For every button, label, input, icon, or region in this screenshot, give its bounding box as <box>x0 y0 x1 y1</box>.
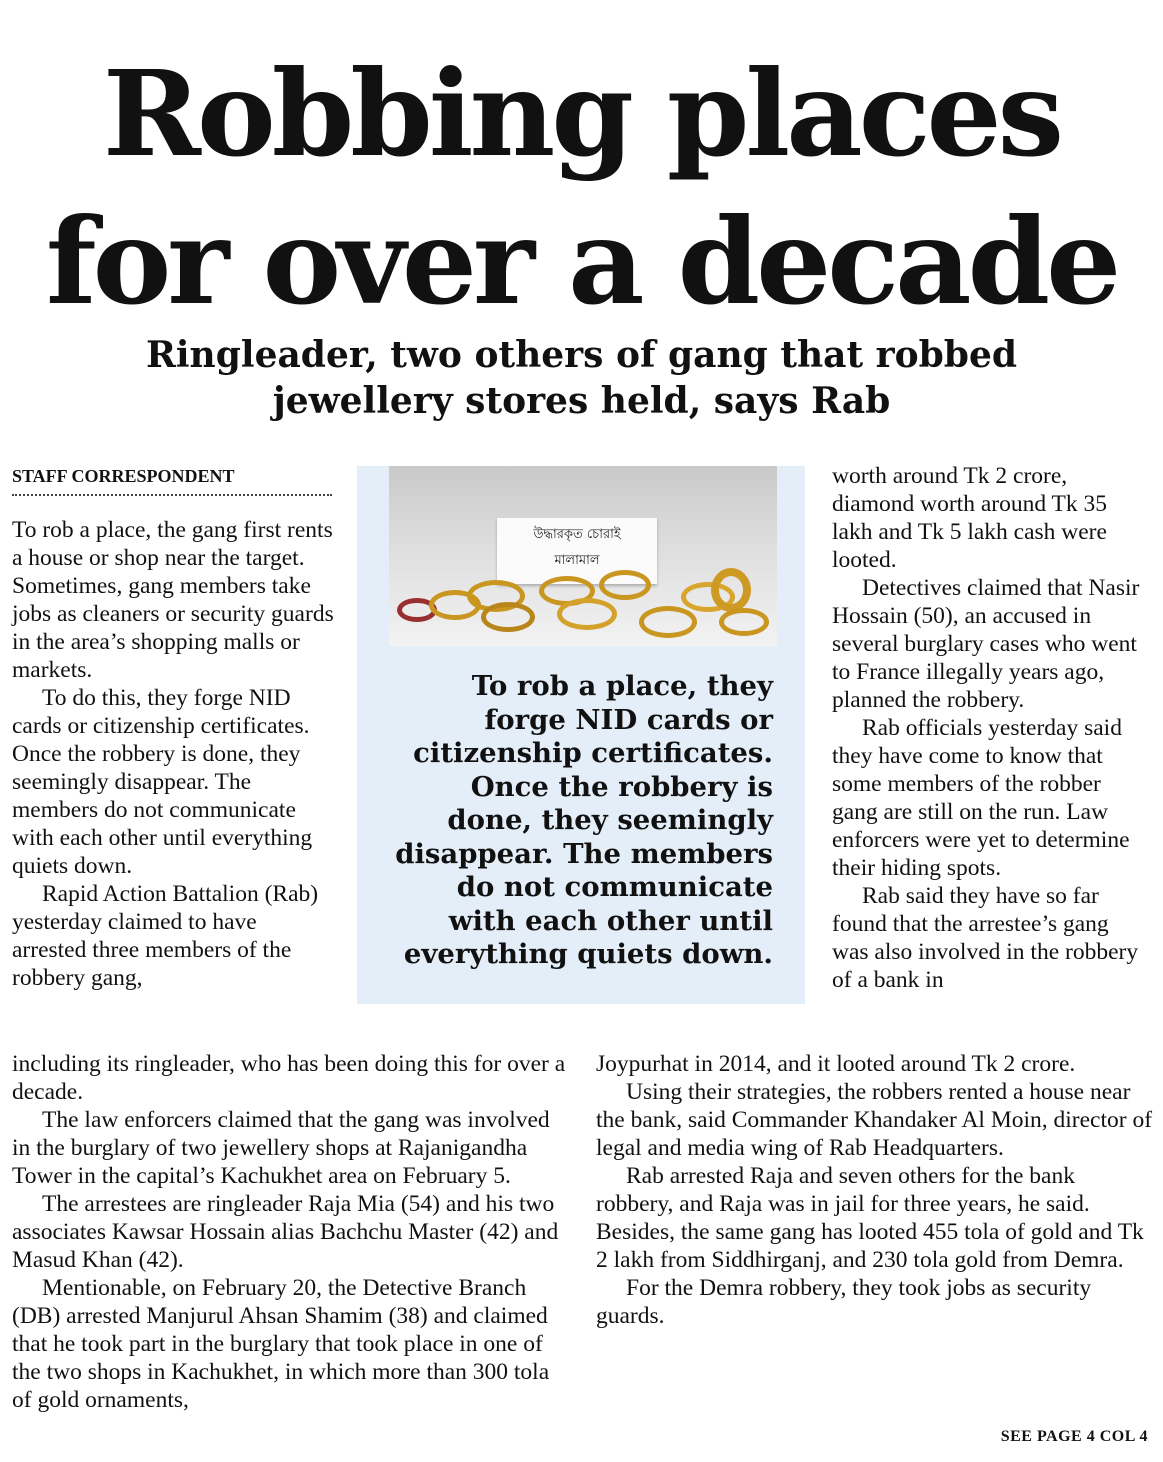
subheadline-line-2: jewellery stores held, says Rab <box>272 380 891 422</box>
paragraph: Using their strategies, the robbers rented a house near the bank, said Commander Khandaker Al Moin, director of legal and media wing of Rab Headquarters. <box>596 1079 1153 1161</box>
photo-sign-line-2: মালামাল <box>554 553 600 568</box>
right-column <box>832 462 1150 994</box>
paragraph: Rab officials yesterday said they have come to know that some members of the robber gang are still on the run. Law enforcers were yet to determine their hiding spots. <box>832 715 1130 881</box>
paragraph: Rapid Action Battalion (Rab) yesterday claimed to have arrested three members of the robbery gang, <box>12 881 319 991</box>
paragraph: To do this, they forge NID cards or citizenship certificates. Once the robbery is done, they seemingly disappear. The members do not communicate with each other until everything quiets down. <box>12 685 313 879</box>
pull-quote: To rob a place, they forge NID cards or citizenship certificates. Once the robbery is done, they seemingly disappear. The members do not communicate with each other until everything quiets down. <box>395 670 773 970</box>
bottom-left-column <box>12 1050 572 1414</box>
paragraph: including its ringleader, who has been doing this for over a decade. <box>12 1051 566 1105</box>
paragraph: Rab arrested Raja and seven others for the bank robbery, and Raja was in jail for three years, he said. Besides, the same gang has looted 455 tola of gold and Tk 2 lakh from Siddhirganj, and 230 tola gold from Demra. <box>596 1163 1144 1273</box>
bangle-icon <box>557 598 617 630</box>
paragraph: Mentionable, on February 20, the Detective Branch (DB) arrested Manjurul Ahsan Shamim (38) and claimed that he took part in the burglary that took place in one of the two shops in Kachukhet, in which more than 300 tola of gold ornaments, <box>12 1275 550 1413</box>
paragraph: To rob a place, the gang first rents a house or shop near the target. Sometimes, gang members take jobs as cleaners or security guards in the area’s shopping malls or markets. <box>12 517 334 683</box>
photo-sign-line-1: উদ্ধারকৃত চোরাই <box>533 527 621 542</box>
headline-line-2: for over a decade <box>45 192 1118 331</box>
pull-quote-box <box>357 466 805 1004</box>
paragraph: The arrestees are ringleader Raja Mia (54) and his two associates Kawsar Hossain alias Bachchu Master (42) and Masud Khan (42). <box>12 1191 559 1273</box>
bangle-icon <box>599 570 651 600</box>
jewellery-photo <box>389 466 777 646</box>
paragraph: worth around Tk 2 crore, diamond worth around Tk 35 lakh and Tk 5 lakh cash were looted. <box>832 463 1108 573</box>
bottom-right-column <box>596 1050 1154 1330</box>
paragraph: The law enforcers claimed that the gang was involved in the burglary of two jewellery shops at Rajanigandha Tower in the capital’s Kachukhet area on February 5. <box>12 1107 550 1189</box>
subheadline <box>0 332 1163 424</box>
left-column <box>12 516 334 992</box>
headline <box>0 40 1163 336</box>
bangle-icon <box>639 606 697 638</box>
paragraph: Rab said they have so far found that the arrestee’s gang was also involved in the robbery of a bank in <box>832 883 1139 993</box>
bangle-icon <box>719 608 769 636</box>
continuation-jump-line: SEE PAGE 4 COL 4 <box>1000 1428 1148 1445</box>
byline: STAFF CORRESPONDENT <box>12 464 332 496</box>
paragraph: For the Demra robbery, they took jobs as security guards. <box>596 1275 1092 1329</box>
subheadline-line-1: Ringleader, two others of gang that robbed <box>145 334 1018 376</box>
paragraph: Joypurhat in 2014, and it looted around Tk 2 crore. <box>596 1051 1076 1077</box>
bangle-icon <box>711 568 751 612</box>
headline-line-1: Robbing places <box>102 44 1061 183</box>
bangle-icon <box>481 602 535 632</box>
paragraph: Detectives claimed that Nasir Hossain (50), an accused in several burglary cases who went to France illegally years ago, planned the robbery. <box>832 575 1140 713</box>
